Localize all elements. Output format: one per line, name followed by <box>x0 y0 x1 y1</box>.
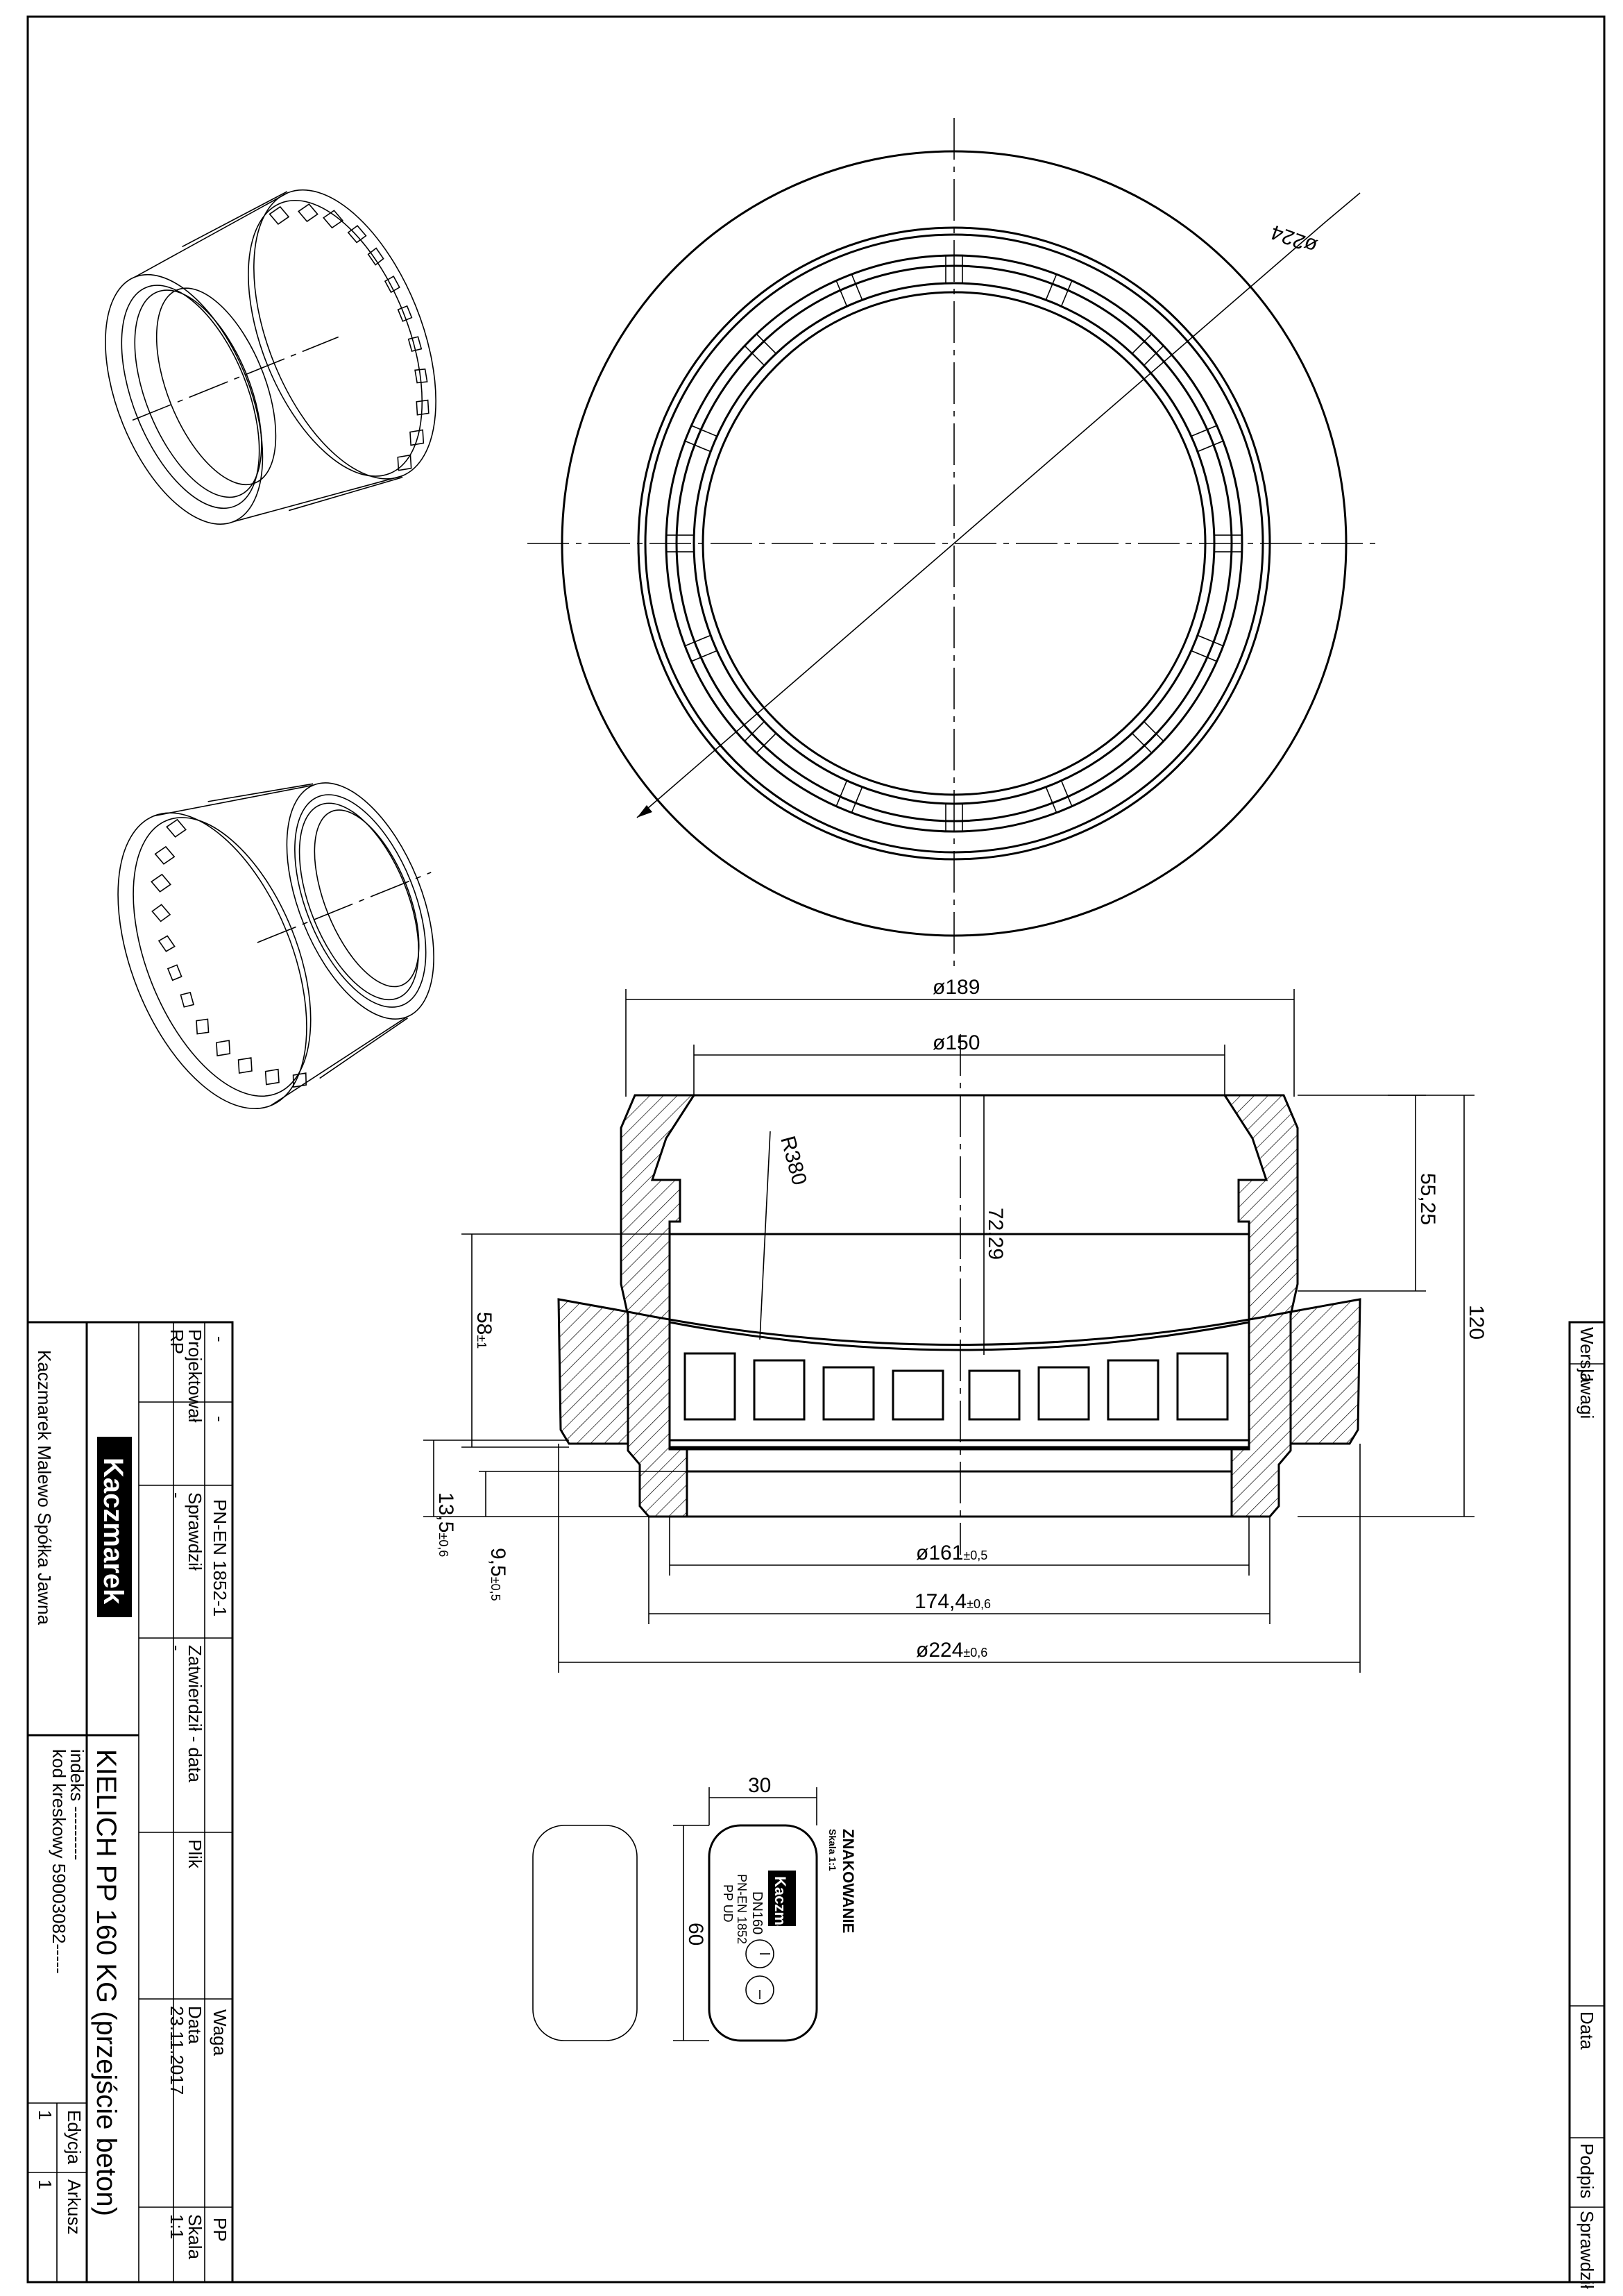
tb-company: Kaczmarek Malewo Spółka Jawna <box>34 1350 55 1625</box>
plan-rib <box>685 425 717 451</box>
tb-kod: kod kreskowy 59003082----- <box>49 1749 69 1974</box>
tb-waga-label: Waga <box>210 2009 230 2056</box>
tb-data-label: Data <box>185 2006 205 2044</box>
svg-text:Kaczmarek: Kaczmarek <box>98 1458 128 1605</box>
revision-block <box>1570 1322 1604 2289</box>
right-flange-section <box>1291 1299 1360 1444</box>
tb-sprawdzil-label: Sprawdził <box>185 1492 205 1571</box>
h58-label: 58±1 <box>473 1312 495 1349</box>
tb-projektowal-value: RP <box>167 1329 187 1355</box>
d161-label: ø161±0,5 <box>916 1542 988 1564</box>
d224-plan-label: ø224 <box>1268 220 1320 258</box>
tb-edycja-label: Edycja <box>64 2110 85 2165</box>
marking-detail <box>533 1774 857 2041</box>
tb-edycja-value: 1 <box>35 2110 56 2120</box>
tb-zatwierdzil-label: Zatwierdził - data <box>185 1645 205 1782</box>
rev-data: Data <box>1577 2011 1597 2050</box>
plan-rib <box>1132 334 1164 365</box>
marking-dn: DN160 <box>749 1891 765 1935</box>
rev-wersja: Wersja <box>1577 1327 1597 1383</box>
plan-rib <box>836 781 862 813</box>
h55-label: 55,25 <box>1416 1173 1439 1226</box>
plan-rib <box>1132 722 1164 753</box>
svg-text:Kaczmarek: Kaczmarek <box>772 1876 789 1957</box>
rev-uwagi: Uwagi <box>1577 1369 1597 1419</box>
marking-material: PP UD <box>721 1884 735 1923</box>
marking-blank-outline <box>533 1825 637 2041</box>
marking-width-label: 30 <box>748 1774 772 1797</box>
h120-label: 120 <box>1465 1305 1488 1340</box>
d189-label: ø189 <box>933 976 980 999</box>
section-view <box>423 976 1488 1673</box>
marking-norm: PN-EN 1852 <box>735 1874 749 1945</box>
plan-rib <box>1191 425 1223 451</box>
marking-scale: Skala 1:1 <box>827 1829 838 1871</box>
tb-arkusz-value: 1 <box>35 2179 56 2190</box>
plan-rib <box>685 635 717 661</box>
plan-view <box>527 118 1381 968</box>
tb-norm: PN-EN 1852-1 <box>210 1499 230 1617</box>
marking-title: ZNAKOWANIE <box>840 1829 857 1934</box>
d174-label: 174,4±0,6 <box>915 1590 991 1613</box>
h13-label: 13,5±0,6 <box>434 1492 457 1558</box>
d224-label: ø224±0,6 <box>916 1639 988 1662</box>
saddle-curve <box>628 1312 1291 1345</box>
tb-dash2: - <box>210 1416 230 1422</box>
plan-rib <box>745 722 776 753</box>
title-block <box>28 1322 232 2282</box>
plan-rib <box>836 274 862 306</box>
isometric-view-top <box>65 163 473 567</box>
inner-bore <box>670 1234 1249 1449</box>
tb-arkusz-label: Arkusz <box>64 2179 85 2235</box>
plan-rib <box>745 334 776 365</box>
tb-plik-label: Plik <box>185 1839 205 1868</box>
tb-dash1: - <box>210 1336 230 1342</box>
rev-sprawdzil: Sprawdził <box>1577 2211 1597 2289</box>
h72-label: 72,29 <box>984 1208 1007 1260</box>
right-wall-section <box>1225 1095 1298 1517</box>
plan-rib <box>1046 781 1071 813</box>
r380-label: R380 <box>776 1133 811 1188</box>
tb-data-value: 23.11.2017 <box>167 2006 187 2095</box>
tb-sprawdzil-value: - <box>167 1492 187 1499</box>
tb-skala-value: 1:1 <box>167 2214 187 2240</box>
tb-zatwierdzil-value: - <box>167 1645 187 1651</box>
flange-windows <box>685 1353 1227 1419</box>
h9-label: 9,5±0,5 <box>486 1548 509 1601</box>
tb-indeks: indeks --------- <box>67 1749 87 1861</box>
marking-height-label: 60 <box>684 1923 707 1946</box>
plan-rib <box>1046 274 1071 306</box>
tb-title: KIELICH PP 160 KG (przejście beton) <box>91 1749 121 2216</box>
rev-podpis: Podpis <box>1577 2143 1597 2199</box>
tb-skala-label: Skala <box>185 2214 205 2260</box>
d150-label: ø150 <box>933 1031 980 1054</box>
isometric-view-bottom <box>80 727 489 1136</box>
left-wall-section <box>621 1095 694 1517</box>
tb-projektowal-label: Projektował <box>185 1329 205 1423</box>
plan-rib <box>1191 635 1223 661</box>
tb-material: PP <box>210 2218 230 2242</box>
left-flange-section <box>559 1299 628 1444</box>
